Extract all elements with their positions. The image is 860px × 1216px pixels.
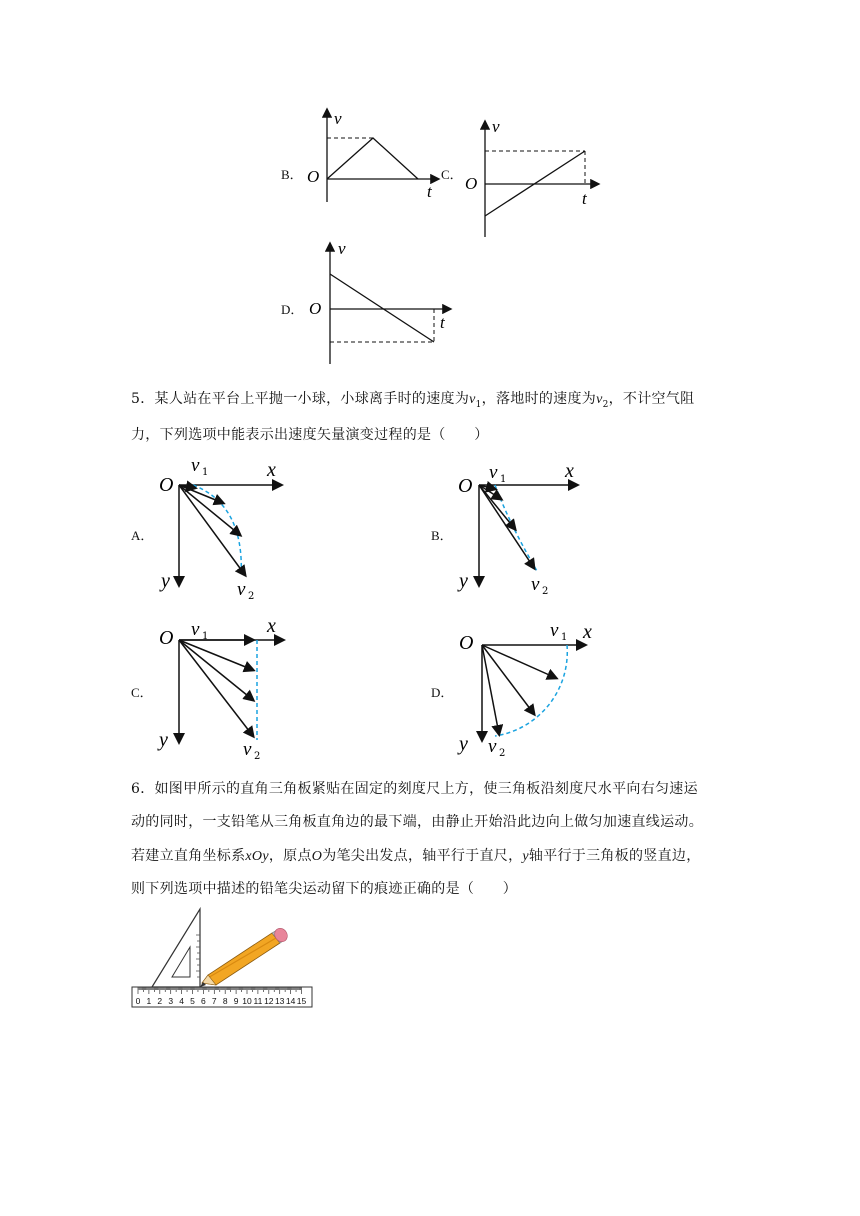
pencil [200, 926, 290, 987]
ruler-number: 11 [253, 996, 263, 1006]
origin-label: O [159, 474, 174, 496]
origin-label: O [465, 174, 478, 193]
q5-option-d-graph [455, 612, 605, 762]
ruler-number: 9 [233, 996, 239, 1006]
x-axis-label: x [267, 459, 276, 481]
q6-stem-line3: 若建立直角坐标系xOy，原点O为笔尖出发点，轴平行于直尺，y轴平行于三角板的竖直边， [131, 848, 701, 864]
y-axis-label: y [159, 729, 168, 751]
v1-label: v [489, 462, 498, 483]
origin-label: O [159, 627, 174, 649]
ruler-number: 14 [285, 996, 296, 1006]
svg-text:2: 2 [499, 748, 506, 759]
svg-text:1: 1 [561, 632, 568, 643]
velocity-vector [179, 640, 253, 700]
v-axis-label: v [492, 117, 500, 136]
q5-option-c-label[interactable]: C． [131, 685, 153, 700]
ruler-number: 3 [168, 996, 174, 1006]
q5-option-b-graph [455, 455, 595, 605]
origin-label: O [459, 632, 474, 654]
velocity-line [327, 138, 418, 179]
q5-option-a-label[interactable]: A． [131, 528, 154, 543]
svg-text:1: 1 [202, 467, 209, 478]
velocity-line [330, 274, 434, 342]
svg-text:2: 2 [254, 751, 261, 762]
q5-option-a-graph [155, 455, 295, 605]
ruler-number: 15 [296, 996, 307, 1006]
q6-stem-line2: 动的同时，一支铅笔从三角板直角边的最下端，由静止开始沿此边向上做匀加速直线运动。 [131, 814, 703, 830]
v1-label: v [191, 619, 200, 640]
velocity-vector [482, 645, 534, 714]
y-axis-label: y [459, 733, 468, 755]
question-number: 5． [131, 391, 155, 407]
q6-figure-triangle-pencil-ruler [130, 905, 315, 1013]
velocity-vector [482, 645, 556, 678]
svg-text:1: 1 [500, 474, 507, 485]
ruler-number: 12 [264, 996, 274, 1006]
v1-label: v [191, 455, 200, 476]
x-axis-label: x [565, 460, 574, 482]
ruler-number: 8 [222, 996, 228, 1006]
t-axis-label: t [440, 313, 445, 332]
velocity-vector [482, 645, 499, 734]
q6-stem-line4: 则下列选项中描述的铅笔尖运动留下的痕迹正确的是（ ） [131, 881, 518, 897]
svg-text:2: 2 [248, 591, 255, 602]
t-axis-label: t [427, 182, 432, 201]
origin-label: O [458, 475, 473, 497]
ruler-number: 0 [135, 996, 141, 1006]
dashed-line [495, 485, 537, 571]
q6-stem-line1: 6．如图甲所示的直角三角板紧贴在固定的刻度尺上方，使三角板沿刻度尺水平向右匀速运 [131, 781, 698, 797]
dashed-arc [495, 645, 567, 736]
q5-stem-line1: 5．某人站在平台上平抛一小球，小球离手时的速度为$v_1$，落地时的速度为$v_2$，不计空气阻 [131, 391, 695, 410]
ruler-number: 2 [157, 996, 163, 1006]
ruler-number: 5 [190, 996, 195, 1006]
y-axis-label: y [161, 570, 170, 592]
ruler-number: 13 [274, 996, 285, 1006]
ruler-number: 7 [211, 996, 217, 1006]
q4-option-c-label[interactable]: C． [441, 167, 463, 182]
q5-option-d-label[interactable]: D． [431, 685, 454, 700]
v2-label: v [531, 574, 540, 595]
ruler-number: 10 [242, 996, 252, 1006]
x-axis-label: x [267, 615, 276, 637]
q4-option-b-label[interactable]: B． [281, 167, 303, 182]
v2-label: v [488, 736, 497, 757]
q4-option-d-label[interactable]: D． [281, 302, 304, 317]
q5-stem-line2: 力，下列选项中能表示出速度矢量演变过程的是（ ） [131, 427, 489, 443]
origin-label: O [307, 167, 320, 186]
q4-option-c-graph [458, 112, 608, 240]
v-axis-label: v [334, 109, 342, 128]
velocity-vector [479, 485, 534, 568]
svg-text:1: 1 [202, 631, 209, 642]
origin-label: O [309, 299, 322, 318]
ruler-number: 4 [179, 996, 184, 1006]
t-axis-label: t [582, 189, 587, 208]
q5-option-b-label[interactable]: B． [431, 528, 453, 543]
v-axis-label: v [338, 239, 346, 258]
x-axis-label: x [583, 621, 592, 643]
ruler-number: 6 [201, 996, 206, 1006]
svg-text:2: 2 [542, 586, 549, 597]
q4-option-b-graph [300, 100, 450, 210]
v1-label: v [550, 620, 559, 641]
v2-label: v [237, 579, 246, 600]
y-axis-label: y [459, 570, 468, 592]
q4-option-d-graph [300, 236, 460, 366]
q5-option-c-graph [155, 612, 295, 762]
ruler-number: 1 [146, 996, 152, 1006]
v2-label: v [243, 739, 252, 760]
